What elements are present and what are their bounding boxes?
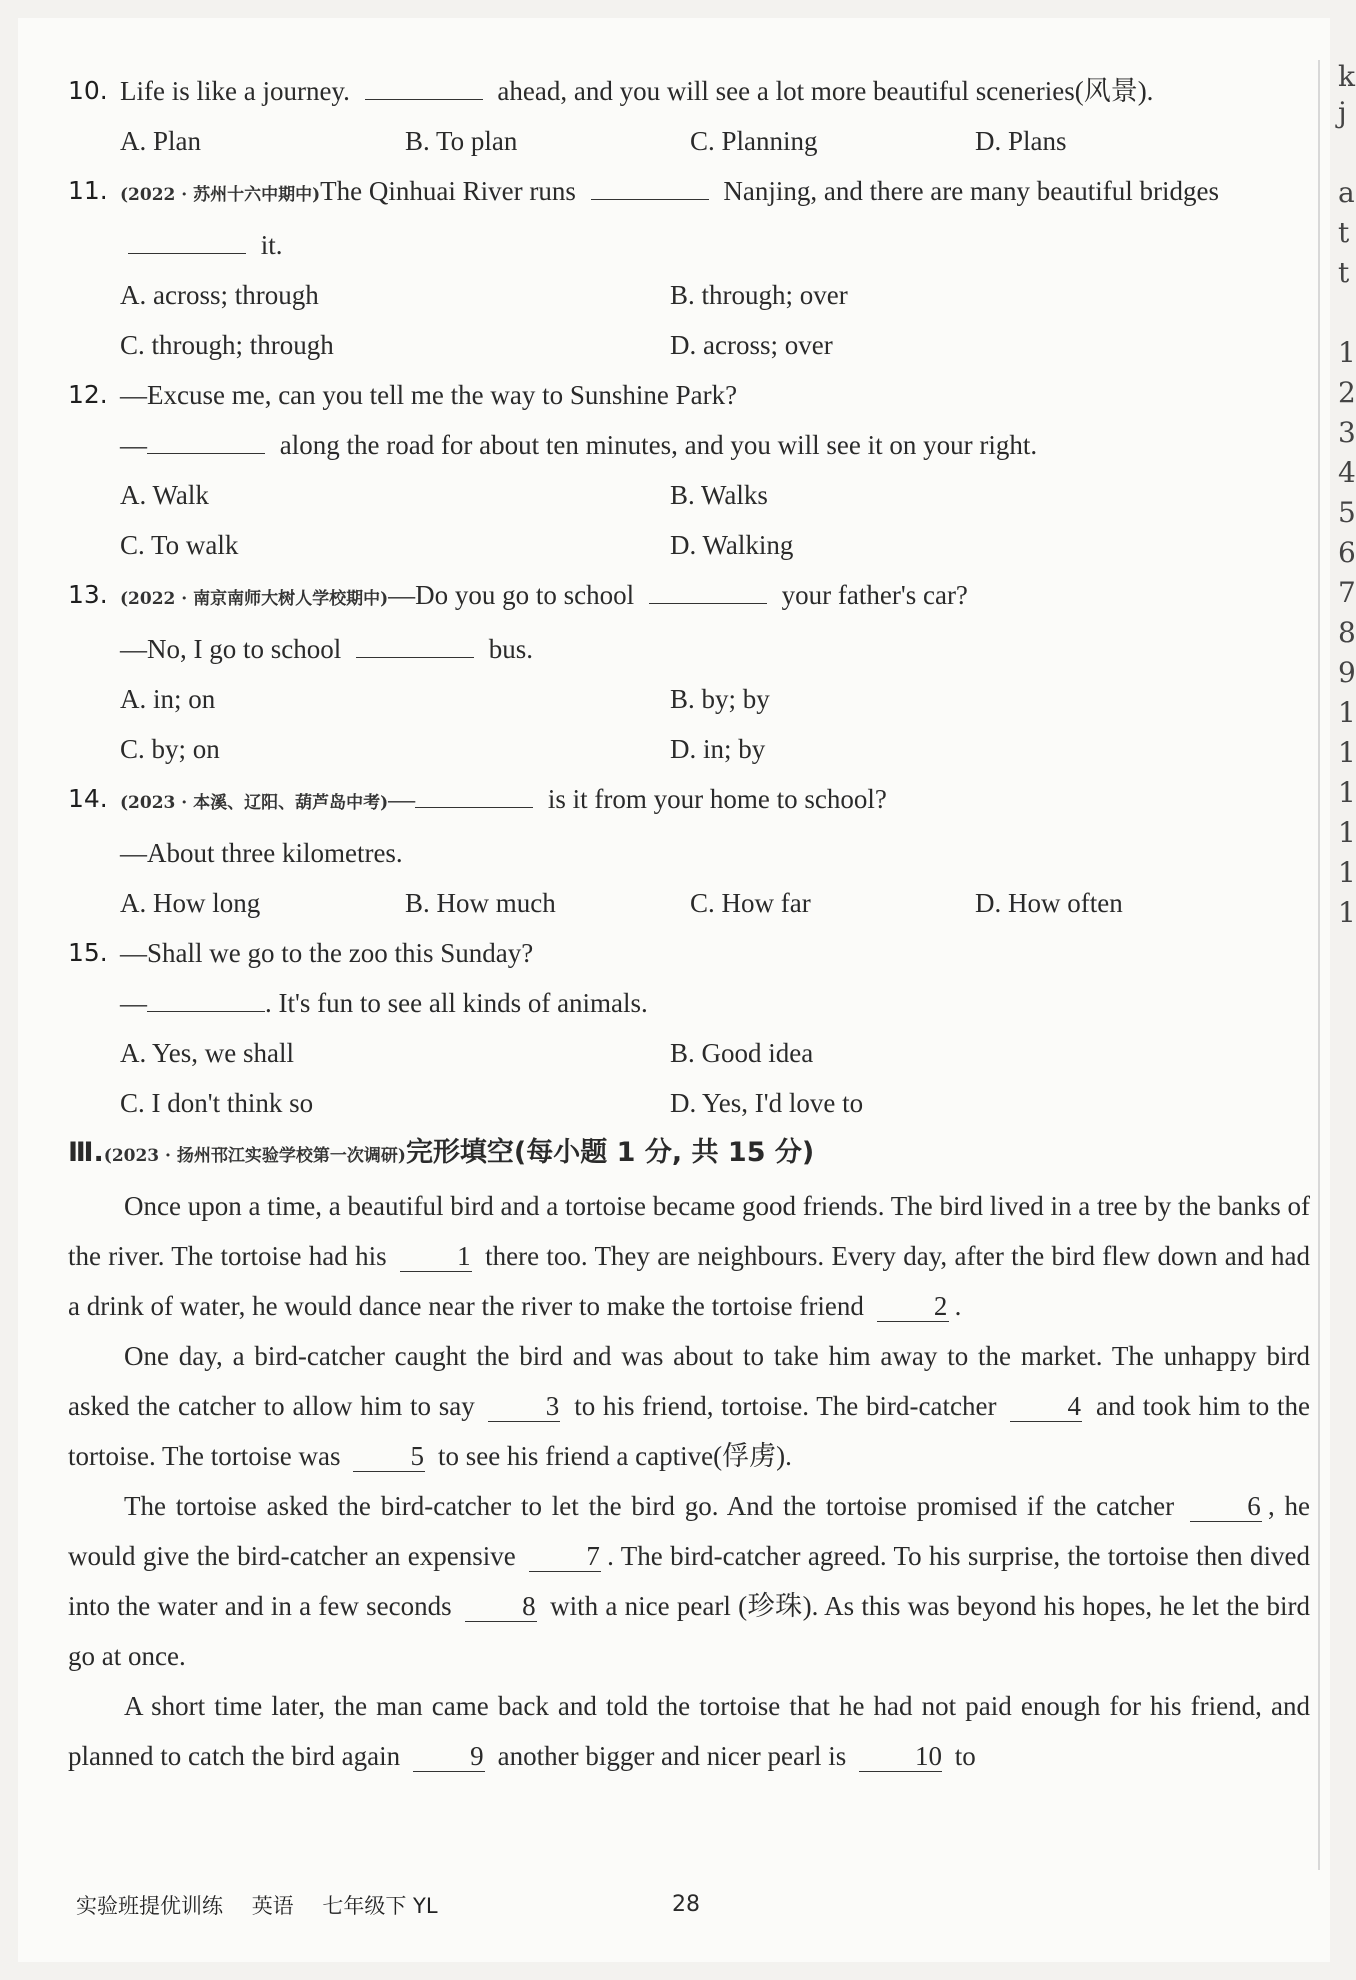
option-c[interactable]: C. through; through <box>120 330 334 360</box>
question-14-reply <box>68 828 1310 878</box>
passage-text: , he would give the bird-catcher an expensive <box>68 1491 1310 1571</box>
margin-glyph: 9 <box>1338 656 1356 689</box>
option-d[interactable]: D. Yes, I'd love to <box>670 1088 864 1118</box>
dialogue-line: —Excuse me, can you tell me the way to Sunshine Park? <box>120 380 738 410</box>
passage-text: A short time later, the man came back and told the tortoise that he had not paid enough for his friend, and planned to catch the bird again <box>68 1691 1310 1771</box>
option-b[interactable]: B. through; over <box>670 280 848 310</box>
question-source: (2022 · 苏州十六中期中) <box>120 185 321 205</box>
option-b[interactable]: B. To plan <box>405 126 518 156</box>
question-source: (2023 · 本溪、辽阳、葫芦岛中考) <box>120 793 389 813</box>
question-13-reply <box>68 624 1310 674</box>
question-12-reply <box>68 420 1310 470</box>
dialogue-line: your father's car? <box>781 580 968 610</box>
option-c[interactable]: C. To walk <box>120 530 239 560</box>
passage-paragraph-4 <box>68 1681 1310 1781</box>
options-row <box>68 116 1310 166</box>
answer-blank[interactable] <box>147 991 265 1012</box>
answer-blank[interactable] <box>591 179 709 200</box>
passage-text: to his friend, tortoise. The bird-catcher <box>574 1391 997 1421</box>
question-11 <box>68 166 1310 270</box>
dialogue-line: —Shall we go to the zoo this Sunday? <box>120 938 534 968</box>
question-stem: The Qinhuai River runs <box>320 176 576 206</box>
passage-text: with a nice pearl (珍珠). As this was beyond his hopes, he let the bird go at once. <box>68 1591 1311 1671</box>
section-source: (2023 · 扬州邗江实验学校第一次调研) <box>103 1146 406 1166</box>
margin-glyph: 1 <box>1338 336 1356 369</box>
question-13 <box>68 570 1310 624</box>
section-title: 完形填空(每小题 1 分, 共 15 分) <box>405 1137 815 1168</box>
margin-glyph: 2 <box>1338 376 1356 409</box>
cloze-blank[interactable]: 5 <box>353 1441 425 1472</box>
cloze-blank[interactable]: 9 <box>413 1741 485 1772</box>
cloze-blank[interactable]: 2 <box>877 1291 949 1322</box>
page-fold-divider <box>1318 60 1320 1870</box>
dialogue-line: bus. <box>488 634 533 664</box>
margin-glyph: 3 <box>1338 416 1356 449</box>
answer-blank[interactable] <box>365 79 483 100</box>
options-row <box>68 878 1310 928</box>
question-15-reply <box>68 978 1310 1028</box>
dash: — <box>388 784 416 814</box>
question-12 <box>68 370 1310 420</box>
options-grid <box>68 470 1310 570</box>
margin-glyph: 6 <box>1338 536 1356 569</box>
question-stem: Nanjing, and there are many beautiful bridges <box>723 176 1219 206</box>
answer-blank[interactable] <box>128 233 246 254</box>
option-a[interactable]: A. Plan <box>120 126 201 156</box>
question-stem: ahead, and you will see a lot more beautiful sceneries(风景). <box>497 76 1154 106</box>
option-c[interactable]: C. I don't think so <box>120 1088 314 1118</box>
cloze-blank[interactable]: 6 <box>1190 1491 1262 1522</box>
dash: — <box>120 988 147 1018</box>
answer-blank[interactable] <box>147 433 265 454</box>
question-number: 12. <box>68 380 108 409</box>
margin-glyph: t <box>1338 216 1350 249</box>
margin-glyph: 1 <box>1338 856 1356 889</box>
dialogue-line: —About three kilometres. <box>120 838 403 868</box>
options-grid <box>68 270 1310 370</box>
book-title: 实验班提优训练 <box>76 1894 223 1918</box>
option-d[interactable]: D. Walking <box>670 530 794 560</box>
option-d[interactable]: D. in; by <box>670 734 766 764</box>
question-number: 13. <box>68 580 108 609</box>
question-14 <box>68 774 1310 828</box>
dialogue-line: is it from your home to school? <box>547 784 887 814</box>
dialogue-line: —No, I go to school <box>120 634 342 664</box>
cloze-blank[interactable]: 1 <box>400 1241 472 1272</box>
answer-blank[interactable] <box>415 787 533 808</box>
passage-text: and took him to the tortoise. The tortoise was <box>68 1391 1310 1471</box>
option-b[interactable]: B. Good idea <box>670 1038 814 1068</box>
margin-glyph: 7 <box>1338 576 1356 609</box>
passage-text: another bigger and nicer pearl is <box>497 1741 847 1771</box>
margin-glyph: 8 <box>1338 616 1356 649</box>
passage-text: . The bird-catcher agreed. To his surprise, the tortoise then dived into the water and in a few seconds <box>68 1541 1311 1621</box>
option-b[interactable]: B. How much <box>405 888 556 918</box>
cloze-blank[interactable]: 4 <box>1010 1391 1082 1422</box>
option-a[interactable]: A. How long <box>120 888 261 918</box>
dialogue-line: . It's fun to see all kinds of animals. <box>265 988 648 1018</box>
margin-glyph: 1 <box>1338 896 1356 929</box>
question-source: (2022 · 南京南师大树人学校期中) <box>120 589 389 609</box>
question-number: 15. <box>68 938 108 967</box>
passage-text: One day, a bird-catcher caught the bird and was about to take him away to the market. The unhappy bird asked the catcher to allow him to say <box>68 1341 1310 1421</box>
passage-paragraph-3 <box>68 1481 1310 1681</box>
passage-text: . <box>954 1291 962 1321</box>
option-d[interactable]: D. Plans <box>975 126 1067 156</box>
option-d[interactable]: D. across; over <box>670 330 833 360</box>
passage-text: there too. They are neighbours. Every day, after the bird flew down and had a drink of water, he would dance near the river to make the tortoise friend <box>68 1241 1311 1321</box>
section-heading <box>68 1128 1310 1181</box>
dialogue-line: along the road for about ten minutes, and you will see it on your right. <box>279 430 1038 460</box>
subject-label: 英语 <box>251 1894 294 1918</box>
margin-glyph: 4 <box>1338 456 1356 489</box>
margin-glyph: 1 <box>1338 816 1356 849</box>
margin-glyph: 1 <box>1338 696 1356 729</box>
dialogue-line: —Do you go to school <box>388 580 635 610</box>
passage-text: to see his friend a captive(俘虏). <box>437 1441 792 1471</box>
section-numeral: Ⅲ. <box>68 1137 104 1168</box>
passage-text: to <box>954 1741 976 1771</box>
margin-glyph: a <box>1338 176 1355 209</box>
option-c[interactable]: C. How far <box>690 888 811 918</box>
option-a[interactable]: A. in; on <box>120 684 216 714</box>
margin-glyph: 1 <box>1338 776 1356 809</box>
dash: — <box>120 430 147 460</box>
option-a[interactable]: A. across; through <box>120 280 319 310</box>
option-b[interactable]: B. Walks <box>670 480 768 510</box>
option-c[interactable]: C. Planning <box>690 126 818 156</box>
option-a[interactable]: A. Walk <box>120 480 209 510</box>
question-number: 11. <box>68 176 108 205</box>
question-number: 10. <box>68 76 108 105</box>
passage-paragraph-1 <box>68 1181 1310 1331</box>
passage-text: The tortoise asked the bird-catcher to let the bird go. And the tortoise promised if the catcher <box>124 1491 1175 1521</box>
answer-blank[interactable] <box>356 637 474 658</box>
page-number: 28 <box>672 1892 700 1917</box>
margin-glyph: 1 <box>1338 736 1356 769</box>
exercise-content <box>68 66 1310 1781</box>
adjacent-page-edge <box>1338 60 1356 1260</box>
option-a[interactable]: A. Yes, we shall <box>120 1038 295 1068</box>
cloze-blank[interactable]: 10 <box>859 1741 942 1772</box>
margin-glyph: k <box>1338 60 1355 93</box>
options-grid <box>68 674 1310 774</box>
passage-text: Once upon a time, a beautiful bird and a tortoise became good friends. The bird lived in a tree by the banks of the river. The tortoise had his <box>68 1191 1310 1271</box>
question-number: 14. <box>68 784 108 813</box>
option-b[interactable]: B. by; by <box>670 684 770 714</box>
question-15 <box>68 928 1310 978</box>
options-grid <box>68 1028 1310 1128</box>
option-d[interactable]: D. How often <box>975 888 1123 918</box>
option-c[interactable]: C. by; on <box>120 734 220 764</box>
question-10 <box>68 66 1310 116</box>
cloze-blank[interactable]: 7 <box>529 1541 601 1572</box>
margin-glyph: j <box>1338 96 1347 129</box>
margin-glyph: t <box>1338 256 1350 289</box>
question-stem: it. <box>260 230 283 260</box>
passage-paragraph-2 <box>68 1331 1310 1481</box>
cloze-blank[interactable]: 8 <box>465 1591 537 1622</box>
cloze-blank[interactable]: 3 <box>488 1391 560 1422</box>
page-footer <box>76 1890 460 1920</box>
answer-blank[interactable] <box>649 583 767 604</box>
margin-glyph: 5 <box>1338 496 1356 529</box>
question-stem: Life is like a journey. <box>120 76 350 106</box>
grade-label: 七年级下 YL <box>322 1894 438 1918</box>
